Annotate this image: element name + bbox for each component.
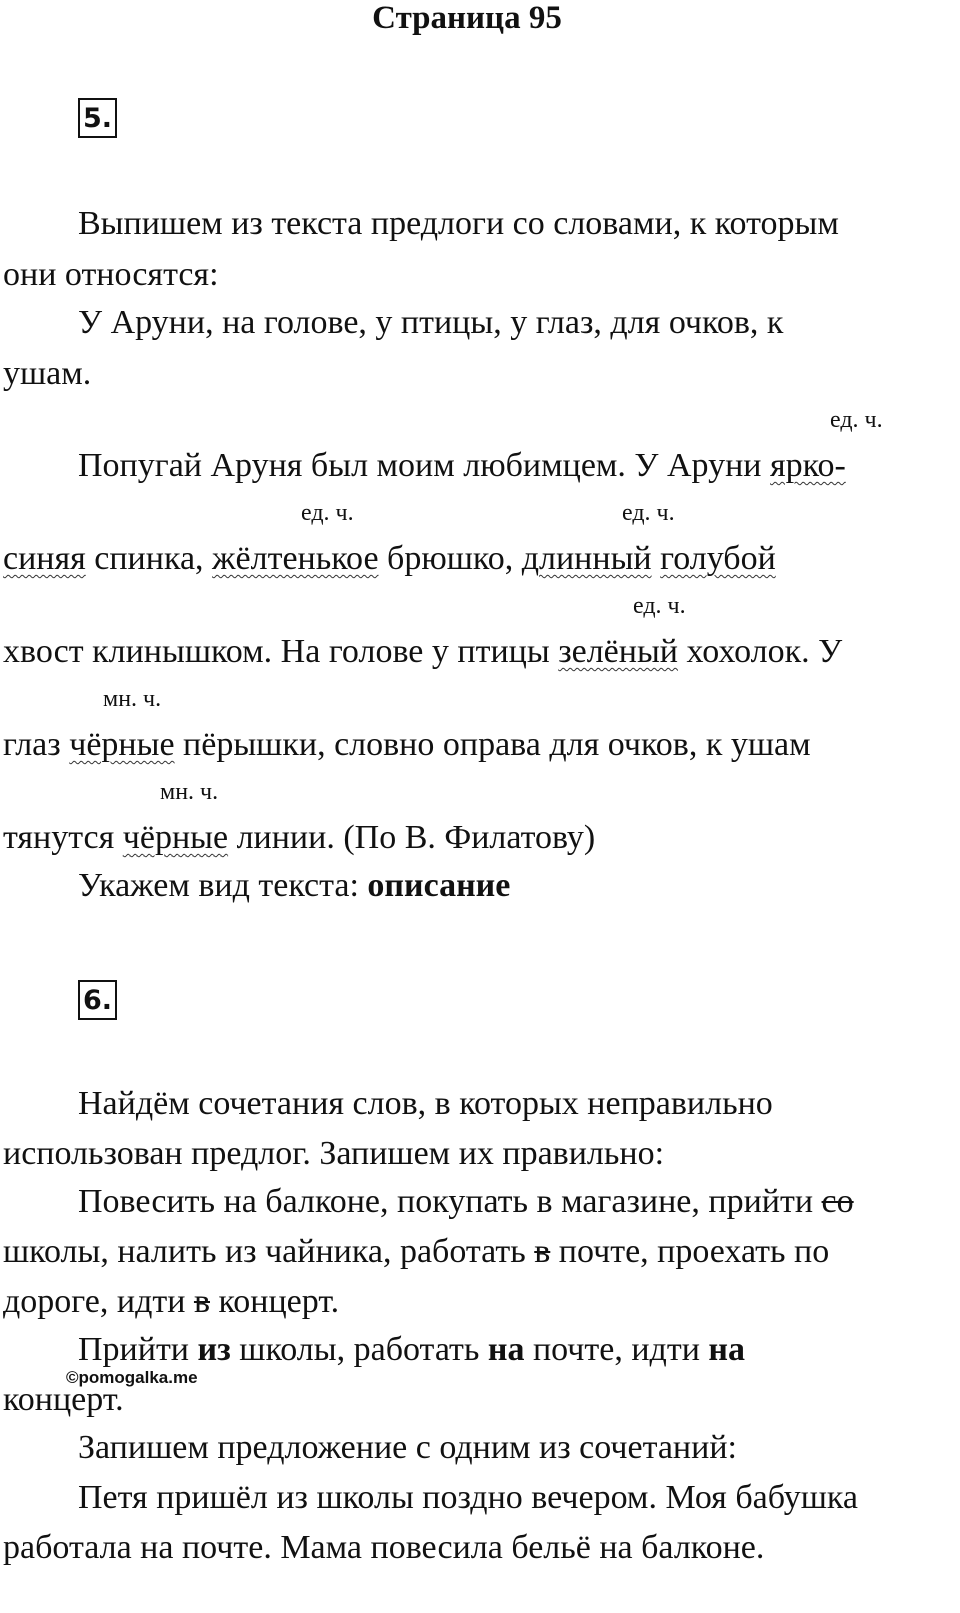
combinations-line-3	[3, 1282, 339, 1322]
text-fragment: Повесить на балконе, покупать в магазине, прийти	[78, 1183, 822, 1220]
correct-preposition: на	[708, 1331, 745, 1368]
task-5-number: 5.	[78, 98, 117, 138]
sentence-line-1: Петя пришёл из школы поздно вечером. Моя бабушка	[78, 1479, 858, 1516]
adjective-underlined: чёрные	[69, 726, 175, 763]
text-fragment: дороге, идти	[3, 1283, 194, 1320]
text-fragment: пёрышки, словно оправа для очков, к ушам	[174, 726, 811, 763]
struck-preposition: со	[821, 1183, 854, 1220]
task-5-intro-line-1: Выпишем из текста предлоги со словами, к которым	[78, 205, 839, 242]
number-note: ед. ч.	[622, 500, 675, 526]
text-fragment: почте, идти	[524, 1331, 709, 1368]
text-type-value: описание	[367, 867, 511, 904]
text-fragment: Попугай Аруня был моим любимцем. У Аруни	[78, 447, 771, 484]
watermark: ©pomogalka.me	[66, 1368, 198, 1387]
text-fragment: Прийти	[78, 1331, 198, 1368]
task-5-answer-line-2: ушам.	[3, 355, 92, 392]
adjective-underlined: чёрные	[122, 819, 229, 856]
number-note: ед. ч.	[633, 593, 686, 619]
sentence-line-2: работала на почте. Мама повесила бельё на балконе.	[3, 1529, 765, 1566]
correct-preposition: на	[487, 1331, 525, 1368]
text-fragment: глаз	[3, 726, 70, 763]
combinations-line-1	[78, 1182, 854, 1222]
text-fragment: спинка,	[85, 540, 213, 577]
text-line-1	[78, 446, 846, 486]
adjective-underlined: синяя	[3, 540, 86, 577]
text-line-2	[3, 539, 776, 579]
combinations-line-2	[3, 1232, 829, 1272]
page-title: Страница 95	[372, 0, 562, 36]
correct-preposition: из	[197, 1331, 231, 1368]
struck-preposition: в	[534, 1233, 551, 1270]
text-fragment: тянутся	[3, 819, 123, 856]
text-fragment	[652, 540, 661, 577]
adjective-underlined: длинный	[521, 540, 652, 577]
text-fragment: хвост клинышком. На голове у птицы	[3, 633, 559, 670]
task-5-answer-line-1: У Аруни, на голове, у птицы, у глаз, для очков, к	[78, 304, 784, 341]
number-note: ед. ч.	[301, 500, 354, 526]
task-6-number: 6.	[78, 980, 117, 1020]
text-fragment: линии. (По В. Филатову)	[228, 819, 596, 856]
task-6-intro-line-2: использован предлог. Запишем их правильно:	[3, 1135, 665, 1172]
text-fragment: брюшко,	[378, 540, 522, 577]
adjective-underlined: зелёный	[558, 633, 679, 670]
text-fragment: школы, работать	[230, 1331, 488, 1368]
text-type-label: Укажем вид текста:	[78, 867, 368, 904]
number-note: мн. ч.	[103, 686, 162, 712]
text-fragment: школы, налить из чайника, работать	[3, 1233, 535, 1270]
adjective-underlined: ярко-	[770, 447, 846, 484]
text-type-line	[78, 866, 510, 906]
task-6-intro-line-1: Найдём сочетания слов, в которых неправильно	[78, 1085, 773, 1122]
text-fragment: почте, проехать по	[550, 1233, 830, 1270]
text-fragment: хохолок. У	[678, 633, 843, 670]
adjective-underlined: голубой	[660, 540, 776, 577]
sentence-intro: Запишем предложение с одним из сочетаний:	[78, 1429, 737, 1466]
text-fragment: концерт.	[210, 1283, 340, 1320]
text-line-5	[3, 818, 595, 858]
adjective-underlined: жёлтенькое	[212, 540, 379, 577]
text-line-4	[3, 725, 811, 765]
task-5-intro-line-2: они относятся:	[3, 256, 219, 293]
number-note: мн. ч.	[160, 779, 219, 805]
fixed-line-1	[78, 1330, 745, 1370]
text-line-3	[3, 632, 842, 672]
struck-preposition: в	[193, 1283, 210, 1320]
number-note: ед. ч.	[830, 407, 883, 433]
fixed-line-2: концерт.	[3, 1381, 124, 1418]
